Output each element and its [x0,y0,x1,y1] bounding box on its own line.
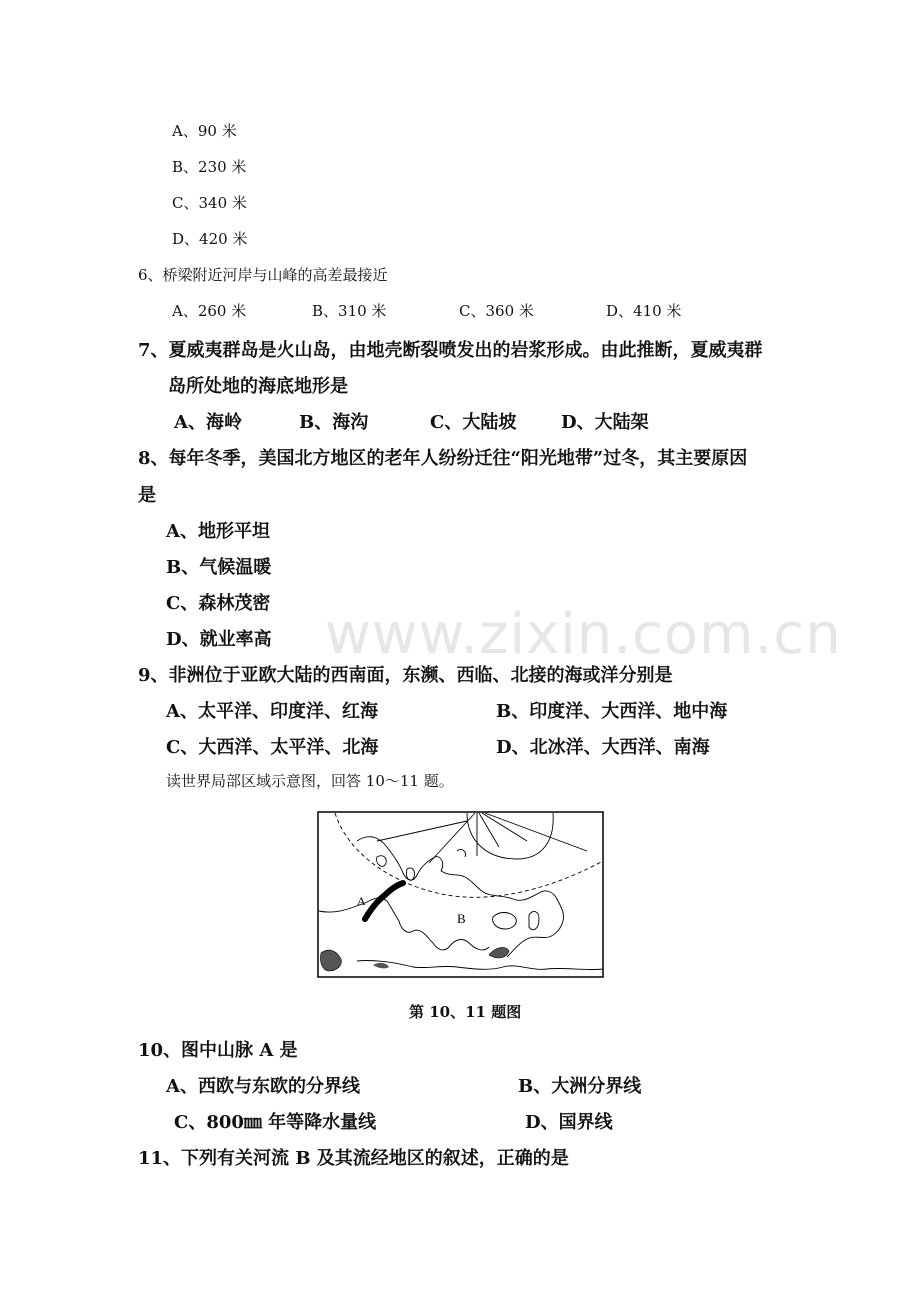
watermark: www.zixin.com.cn [325,602,842,667]
q9-option-b[interactable]: B、印度洋、大西洋、地中海 [496,701,728,722]
q5-option-a[interactable]: A、90 米 [172,122,237,140]
q10-option-d[interactable]: D、国界线 [525,1112,613,1133]
q8-option-d[interactable]: D、就业率高 [166,629,272,650]
figure-caption: 第 10、11 题图 [409,1003,522,1021]
q8-stem-line2: 是 [138,485,156,506]
q9-option-a[interactable]: A、太平洋、印度洋、红海 [166,701,378,722]
q5-option-c[interactable]: C、340 米 [172,194,247,212]
q7-option-b[interactable]: B、海沟 [299,412,369,433]
q7-option-d[interactable]: D、大陆架 [561,412,649,433]
world-region-map [317,811,604,978]
instruction-text: 读世界局部区域示意图，回答 10～11 题。 [166,772,454,790]
q9-stem: 9、非洲位于亚欧大陆的西南面，东濒、西临、北接的海或洋分别是 [138,665,673,686]
q7-stem-line1: 7、夏威夷群岛是火山岛，由地壳断裂喷发出的岩浆形成。由此推断，夏威夷群 [138,340,763,361]
q11-stem: 11、下列有关河流 B 及其流经地区的叙述，正确的是 [138,1148,569,1169]
q6-stem: 6、桥梁附近河岸与山峰的高差最接近 [138,266,388,284]
q6-option-d[interactable]: D、410 米 [606,302,682,320]
q8-option-b[interactable]: B、气候温暖 [166,557,272,578]
map-label-b: B [457,911,466,926]
q5-option-d[interactable]: D、420 米 [172,230,248,248]
q10-option-c[interactable]: C、800㎜ 年等降水量线 [174,1112,377,1133]
q10-option-b[interactable]: B、大洲分界线 [518,1076,642,1097]
q10-stem: 10、图中山脉 A 是 [138,1040,298,1061]
q9-option-d[interactable]: D、北冰洋、大西洋、南海 [496,737,710,758]
q7-stem-line2: 岛所处地的海底地形是 [168,376,348,397]
q8-option-a[interactable]: A、地形平坦 [166,521,270,542]
q7-option-c[interactable]: C、大陆坡 [430,412,517,433]
q7-option-a[interactable]: A、海岭 [174,412,242,433]
q6-option-c[interactable]: C、360 米 [459,302,534,320]
q10-option-a[interactable]: A、西欧与东欧的分界线 [166,1076,360,1097]
q6-option-b[interactable]: B、310 米 [312,302,387,320]
q6-option-a[interactable]: A、260 米 [172,302,247,320]
map-label-a: A [357,894,366,908]
q5-option-b[interactable]: B、230 米 [172,158,247,176]
q8-stem-line1: 8、每年冬季，美国北方地区的老年人纷纷迁往“阳光地带”过冬，其主要原因 [138,448,748,469]
q8-option-c[interactable]: C、森林茂密 [166,593,271,614]
q9-option-c[interactable]: C、大西洋、太平洋、北海 [166,737,379,758]
